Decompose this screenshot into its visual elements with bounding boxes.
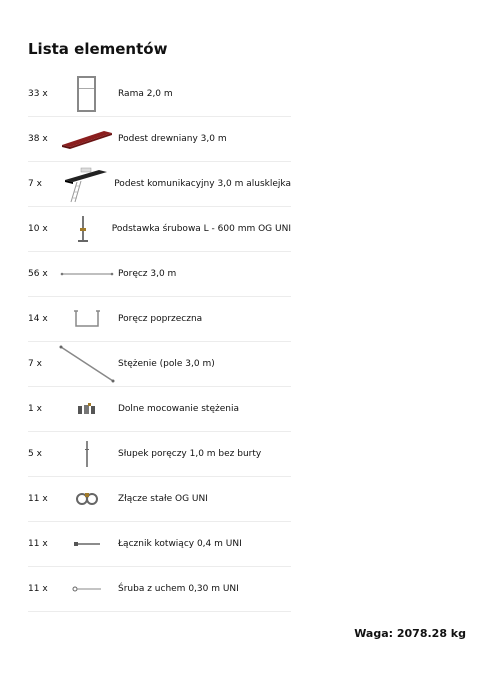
item-quantity: 5 x bbox=[28, 449, 42, 459]
item-quantity: 38 x bbox=[28, 134, 48, 144]
frame-icon bbox=[58, 72, 116, 116]
list-item bbox=[28, 387, 291, 432]
item-name: Rama 2,0 m bbox=[118, 89, 173, 99]
item-quantity: 56 x bbox=[28, 269, 48, 279]
item-name: Dolne mocowanie stężenia bbox=[118, 404, 239, 414]
item-name: Podstawka śrubowa L - 600 mm OG UNI bbox=[111, 224, 291, 234]
eye-bolt-icon bbox=[58, 567, 116, 611]
wooden-platform-icon bbox=[58, 117, 116, 161]
item-quantity: 10 x bbox=[28, 224, 48, 234]
item-name: Śruba z uchem 0,30 m UNI bbox=[118, 584, 239, 594]
item-quantity: 11 x bbox=[28, 494, 48, 504]
list-item bbox=[28, 72, 291, 117]
item-name: Słupek poręczy 1,0 m bez burty bbox=[118, 449, 262, 459]
item-name: Stężenie (pole 3,0 m) bbox=[118, 359, 215, 369]
end-guardrail-icon bbox=[58, 297, 116, 341]
list-item bbox=[28, 432, 291, 477]
item-quantity: 11 x bbox=[28, 539, 48, 549]
guardrail-post-icon bbox=[58, 432, 116, 476]
list-item bbox=[28, 342, 291, 387]
item-quantity: 11 x bbox=[28, 584, 48, 594]
item-name: Złącze stałe OG UNI bbox=[118, 494, 208, 504]
access-platform-icon bbox=[57, 162, 113, 206]
diagonal-brace-icon bbox=[58, 342, 116, 386]
brace-clamp-icon bbox=[58, 387, 116, 431]
list-item bbox=[28, 117, 291, 162]
item-quantity: 7 x bbox=[28, 179, 42, 189]
list-item bbox=[28, 252, 291, 297]
item-name: Podest drewniany 3,0 m bbox=[118, 134, 227, 144]
guardrail-icon bbox=[58, 252, 116, 296]
item-name: Podest komunikacyjny 3,0 m alusklejka bbox=[114, 179, 291, 189]
item-quantity: 14 x bbox=[28, 314, 48, 324]
list-item bbox=[28, 297, 291, 342]
list-item bbox=[28, 522, 291, 567]
item-quantity: 7 x bbox=[28, 359, 42, 369]
item-quantity: 33 x bbox=[28, 89, 48, 99]
screw-jack-icon bbox=[56, 207, 110, 251]
item-name: Poręcz 3,0 m bbox=[118, 269, 177, 279]
item-quantity: 1 x bbox=[28, 404, 42, 414]
wall-tie-icon bbox=[58, 522, 116, 566]
item-name: Poręcz poprzeczna bbox=[118, 314, 203, 324]
list-item bbox=[28, 207, 291, 252]
element-list bbox=[28, 72, 291, 612]
total-weight: Waga: 2078.28 kg bbox=[354, 627, 466, 640]
list-item bbox=[28, 162, 291, 207]
item-name: Łącznik kotwiący 0,4 m UNI bbox=[118, 539, 242, 549]
page-title: Lista elementów bbox=[28, 40, 168, 58]
list-item bbox=[28, 477, 291, 522]
coupler-icon bbox=[58, 477, 116, 521]
list-item bbox=[28, 567, 291, 612]
